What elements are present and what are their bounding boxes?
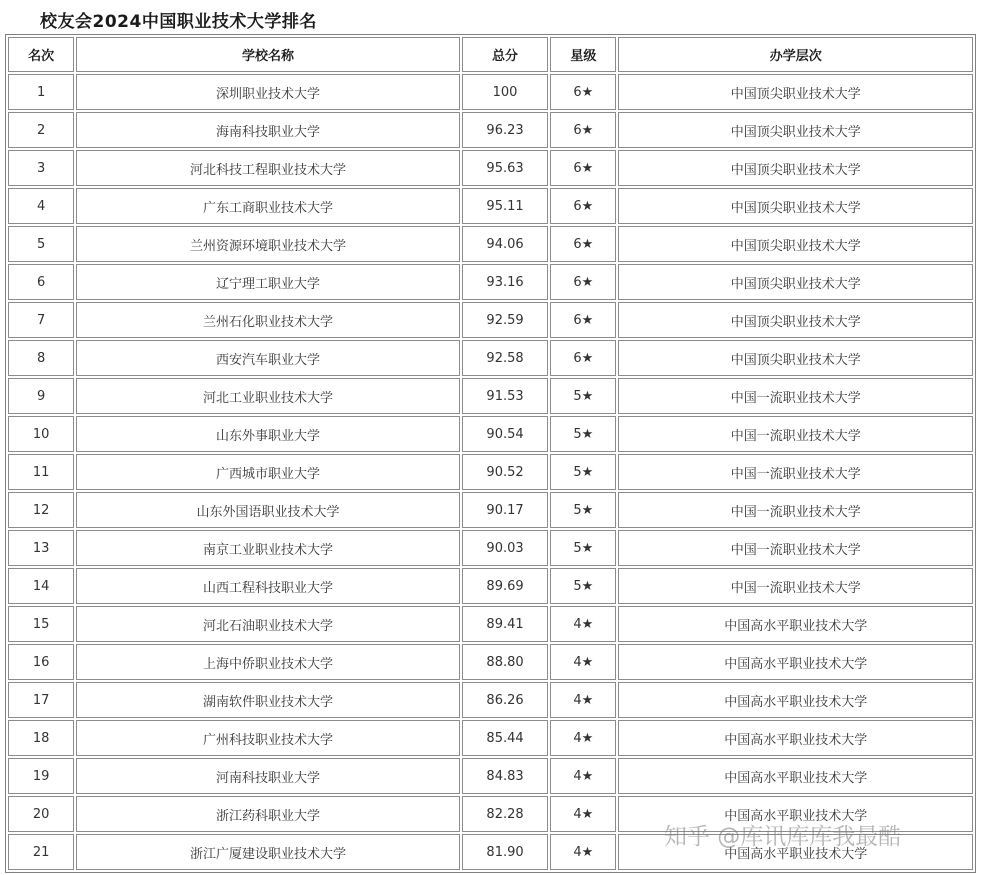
table-row <box>8 150 973 186</box>
cell-total-score: 82.28 <box>462 796 548 832</box>
table-row <box>8 720 973 756</box>
header-school-name: 学校名称 <box>76 37 460 72</box>
cell-school-level: 中国顶尖职业技术大学 <box>618 340 973 376</box>
cell-star-level: 4★ <box>550 834 616 870</box>
cell-total-score: 96.23 <box>462 112 548 148</box>
cell-rank: 4 <box>8 188 74 224</box>
cell-school-level: 中国顶尖职业技术大学 <box>618 112 973 148</box>
cell-school-level: 中国一流职业技术大学 <box>618 454 973 490</box>
cell-total-score: 91.53 <box>462 378 548 414</box>
cell-school-level: 中国一流职业技术大学 <box>618 378 973 414</box>
cell-rank: 11 <box>8 454 74 490</box>
cell-school-name: 南京工业职业技术大学 <box>76 530 460 566</box>
cell-star-level: 4★ <box>550 796 616 832</box>
cell-rank: 8 <box>8 340 74 376</box>
cell-total-score: 100 <box>462 74 548 110</box>
cell-school-level: 中国一流职业技术大学 <box>618 416 973 452</box>
cell-total-score: 89.69 <box>462 568 548 604</box>
cell-rank: 7 <box>8 302 74 338</box>
cell-star-level: 6★ <box>550 74 616 110</box>
cell-total-score: 88.80 <box>462 644 548 680</box>
cell-school-level: 中国顶尖职业技术大学 <box>618 264 973 300</box>
cell-rank: 5 <box>8 226 74 262</box>
cell-total-score: 86.26 <box>462 682 548 718</box>
cell-rank: 13 <box>8 530 74 566</box>
cell-school-level: 中国一流职业技术大学 <box>618 568 973 604</box>
cell-school-name: 海南科技职业大学 <box>76 112 460 148</box>
cell-school-level: 中国一流职业技术大学 <box>618 530 973 566</box>
cell-star-level: 5★ <box>550 416 616 452</box>
cell-school-name: 湖南软件职业技术大学 <box>76 682 460 718</box>
cell-rank: 14 <box>8 568 74 604</box>
cell-star-level: 6★ <box>550 302 616 338</box>
cell-star-level: 4★ <box>550 644 616 680</box>
cell-total-score: 85.44 <box>462 720 548 756</box>
cell-school-level: 中国顶尖职业技术大学 <box>618 150 973 186</box>
cell-star-level: 4★ <box>550 720 616 756</box>
cell-star-level: 6★ <box>550 188 616 224</box>
cell-total-score: 90.52 <box>462 454 548 490</box>
cell-rank: 20 <box>8 796 74 832</box>
cell-school-level: 中国高水平职业技术大学 <box>618 644 973 680</box>
cell-school-name: 山东外事职业大学 <box>76 416 460 452</box>
table-row <box>8 758 973 794</box>
header-rank: 名次 <box>8 37 74 72</box>
cell-star-level: 4★ <box>550 606 616 642</box>
cell-school-name: 兰州石化职业技术大学 <box>76 302 460 338</box>
cell-total-score: 92.58 <box>462 340 548 376</box>
cell-total-score: 94.06 <box>462 226 548 262</box>
cell-rank: 16 <box>8 644 74 680</box>
cell-total-score: 81.90 <box>462 834 548 870</box>
cell-school-name: 上海中侨职业技术大学 <box>76 644 460 680</box>
header-total-score: 总分 <box>462 37 548 72</box>
cell-star-level: 6★ <box>550 264 616 300</box>
cell-school-name: 山东外国语职业技术大学 <box>76 492 460 528</box>
table-row <box>8 834 973 870</box>
table-row <box>8 112 973 148</box>
cell-school-name: 浙江广厦建设职业技术大学 <box>76 834 460 870</box>
cell-school-level: 中国高水平职业技术大学 <box>618 758 973 794</box>
table-body <box>8 74 973 870</box>
cell-total-score: 89.41 <box>462 606 548 642</box>
cell-star-level: 5★ <box>550 492 616 528</box>
cell-rank: 17 <box>8 682 74 718</box>
cell-school-level: 中国顶尖职业技术大学 <box>618 226 973 262</box>
cell-rank: 21 <box>8 834 74 870</box>
table-row <box>8 682 973 718</box>
cell-school-name: 河南科技职业大学 <box>76 758 460 794</box>
cell-star-level: 6★ <box>550 226 616 262</box>
table-row <box>8 302 973 338</box>
cell-star-level: 5★ <box>550 530 616 566</box>
header-school-level: 办学层次 <box>618 37 973 72</box>
page-title: 校友会2024中国职业技术大学排名 <box>40 12 317 32</box>
cell-star-level: 5★ <box>550 378 616 414</box>
table-row <box>8 492 973 528</box>
table-row <box>8 530 973 566</box>
cell-rank: 10 <box>8 416 74 452</box>
cell-star-level: 4★ <box>550 682 616 718</box>
header-star-level: 星级 <box>550 37 616 72</box>
cell-school-name: 山西工程科技职业大学 <box>76 568 460 604</box>
cell-school-name: 兰州资源环境职业技术大学 <box>76 226 460 262</box>
cell-school-level: 中国高水平职业技术大学 <box>618 606 973 642</box>
cell-total-score: 90.17 <box>462 492 548 528</box>
table-row <box>8 796 973 832</box>
cell-star-level: 4★ <box>550 758 616 794</box>
cell-star-level: 5★ <box>550 454 616 490</box>
table-row <box>8 644 973 680</box>
cell-school-name: 广西城市职业大学 <box>76 454 460 490</box>
table-row <box>8 188 973 224</box>
cell-school-name: 广东工商职业技术大学 <box>76 188 460 224</box>
cell-school-level: 中国顶尖职业技术大学 <box>618 188 973 224</box>
cell-school-name: 浙江药科职业大学 <box>76 796 460 832</box>
table-header-row <box>8 37 973 72</box>
cell-rank: 12 <box>8 492 74 528</box>
cell-rank: 3 <box>8 150 74 186</box>
cell-star-level: 6★ <box>550 150 616 186</box>
cell-rank: 18 <box>8 720 74 756</box>
table-row <box>8 416 973 452</box>
table-row <box>8 74 973 110</box>
table-row <box>8 568 973 604</box>
cell-total-score: 84.83 <box>462 758 548 794</box>
cell-total-score: 95.63 <box>462 150 548 186</box>
table-row <box>8 454 973 490</box>
watermark: 知乎 @库讯库库我最酷 <box>664 824 902 850</box>
cell-total-score: 92.59 <box>462 302 548 338</box>
cell-rank: 2 <box>8 112 74 148</box>
cell-total-score: 95.11 <box>462 188 548 224</box>
cell-school-name: 河北石油职业技术大学 <box>76 606 460 642</box>
cell-star-level: 6★ <box>550 340 616 376</box>
cell-school-level: 中国顶尖职业技术大学 <box>618 74 973 110</box>
table-row <box>8 264 973 300</box>
cell-school-level: 中国高水平职业技术大学 <box>618 796 973 832</box>
cell-school-name: 辽宁理工职业大学 <box>76 264 460 300</box>
cell-rank: 1 <box>8 74 74 110</box>
table-row <box>8 226 973 262</box>
cell-rank: 6 <box>8 264 74 300</box>
cell-total-score: 90.03 <box>462 530 548 566</box>
ranking-table-container <box>5 34 976 873</box>
cell-rank: 15 <box>8 606 74 642</box>
cell-school-level: 中国高水平职业技术大学 <box>618 834 973 870</box>
cell-school-level: 中国高水平职业技术大学 <box>618 682 973 718</box>
cell-star-level: 5★ <box>550 568 616 604</box>
cell-school-level: 中国高水平职业技术大学 <box>618 720 973 756</box>
table-row <box>8 378 973 414</box>
cell-rank: 9 <box>8 378 74 414</box>
cell-school-name: 河北工业职业技术大学 <box>76 378 460 414</box>
cell-total-score: 90.54 <box>462 416 548 452</box>
cell-school-name: 河北科技工程职业技术大学 <box>76 150 460 186</box>
cell-school-level: 中国顶尖职业技术大学 <box>618 302 973 338</box>
cell-total-score: 93.16 <box>462 264 548 300</box>
ranking-table <box>5 34 976 873</box>
cell-star-level: 6★ <box>550 112 616 148</box>
cell-school-name: 西安汽车职业大学 <box>76 340 460 376</box>
cell-school-level: 中国一流职业技术大学 <box>618 492 973 528</box>
cell-rank: 19 <box>8 758 74 794</box>
cell-school-name: 广州科技职业技术大学 <box>76 720 460 756</box>
table-row <box>8 606 973 642</box>
cell-school-name: 深圳职业技术大学 <box>76 74 460 110</box>
table-row <box>8 340 973 376</box>
